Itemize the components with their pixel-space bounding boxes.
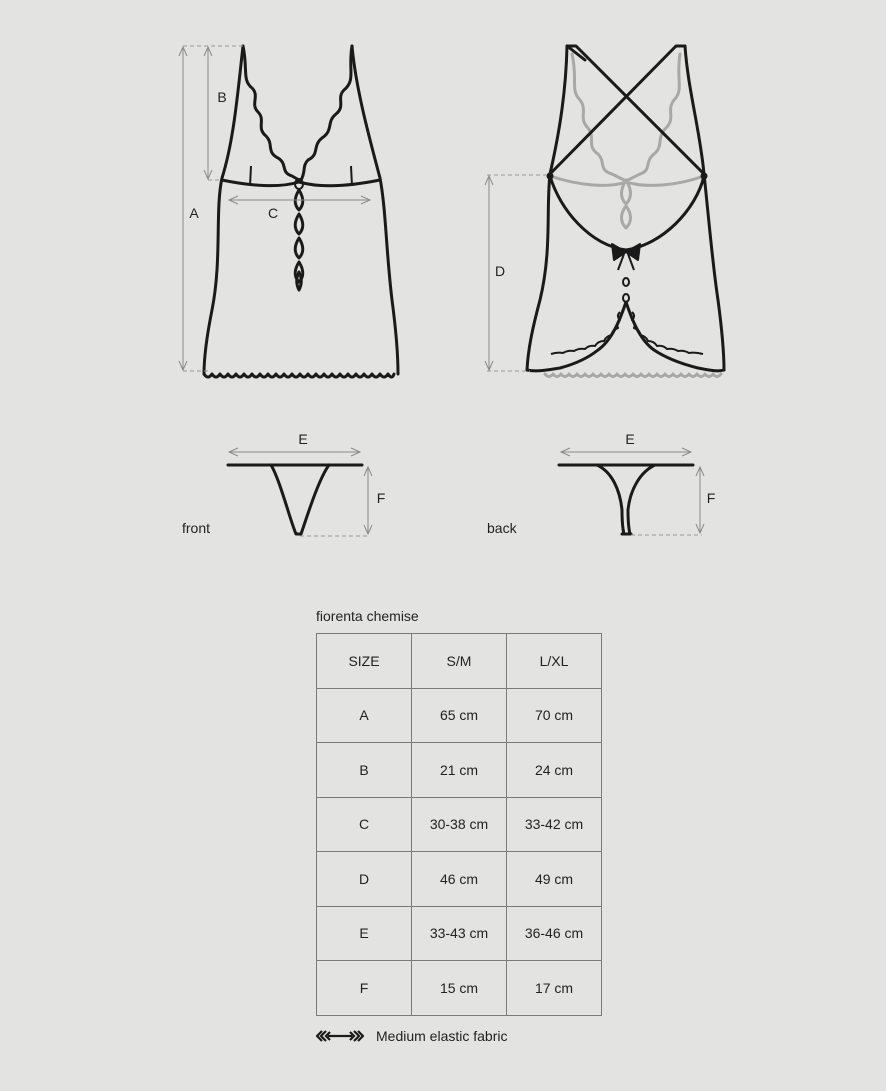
chemise-front xyxy=(204,46,398,377)
table-row xyxy=(317,852,602,907)
table-row xyxy=(317,961,602,1016)
table-cell: 33-42 cm xyxy=(507,797,602,852)
thong-front-caption: front xyxy=(182,520,211,536)
table-cell: 15 cm xyxy=(412,961,507,1016)
table-title: fiorenta chemise xyxy=(316,608,419,624)
elastic-arrows-icon xyxy=(316,1029,364,1043)
dimension-label-b: B xyxy=(217,89,227,105)
table-cell: 65 cm xyxy=(412,688,507,743)
dimension-label-d: D xyxy=(494,263,506,279)
table-cell: 21 cm xyxy=(412,743,507,798)
thong-front xyxy=(228,448,372,536)
legend-text: Medium elastic fabric xyxy=(376,1028,508,1044)
thong-back-caption: back xyxy=(487,520,517,536)
table-cell: C xyxy=(317,797,412,852)
table-header-row xyxy=(317,634,602,689)
table-header-cell: L/XL xyxy=(507,634,602,689)
dimension-label-c: C xyxy=(267,205,279,221)
dimension-label-f-back: F xyxy=(706,490,716,506)
dimension-label-f-front: F xyxy=(376,490,386,506)
table-cell: 24 cm xyxy=(507,743,602,798)
thong-back xyxy=(559,448,704,535)
table-row xyxy=(317,688,602,743)
table-cell: 49 cm xyxy=(507,852,602,907)
table-cell: A xyxy=(317,688,412,743)
table-row xyxy=(317,906,602,961)
table-cell: B xyxy=(317,743,412,798)
table-cell: 46 cm xyxy=(412,852,507,907)
table-header-cell: SIZE xyxy=(317,634,412,689)
table-row xyxy=(317,743,602,798)
table-cell: E xyxy=(317,906,412,961)
table-cell: 17 cm xyxy=(507,961,602,1016)
table-cell: 33-43 cm xyxy=(412,906,507,961)
table-header-cell: S/M xyxy=(412,634,507,689)
table-cell: 36-46 cm xyxy=(507,906,602,961)
table-cell: F xyxy=(317,961,412,1016)
legend xyxy=(316,1028,508,1044)
size-table xyxy=(316,633,602,1016)
dimension-label-e-back: E xyxy=(625,431,635,447)
table-row xyxy=(317,797,602,852)
table-cell: 70 cm xyxy=(507,688,602,743)
dimension-label-e-front: E xyxy=(298,431,308,447)
chemise-back xyxy=(527,46,724,377)
table-cell: D xyxy=(317,852,412,907)
dimension-label-a: A xyxy=(189,205,199,221)
table-cell: 30-38 cm xyxy=(412,797,507,852)
